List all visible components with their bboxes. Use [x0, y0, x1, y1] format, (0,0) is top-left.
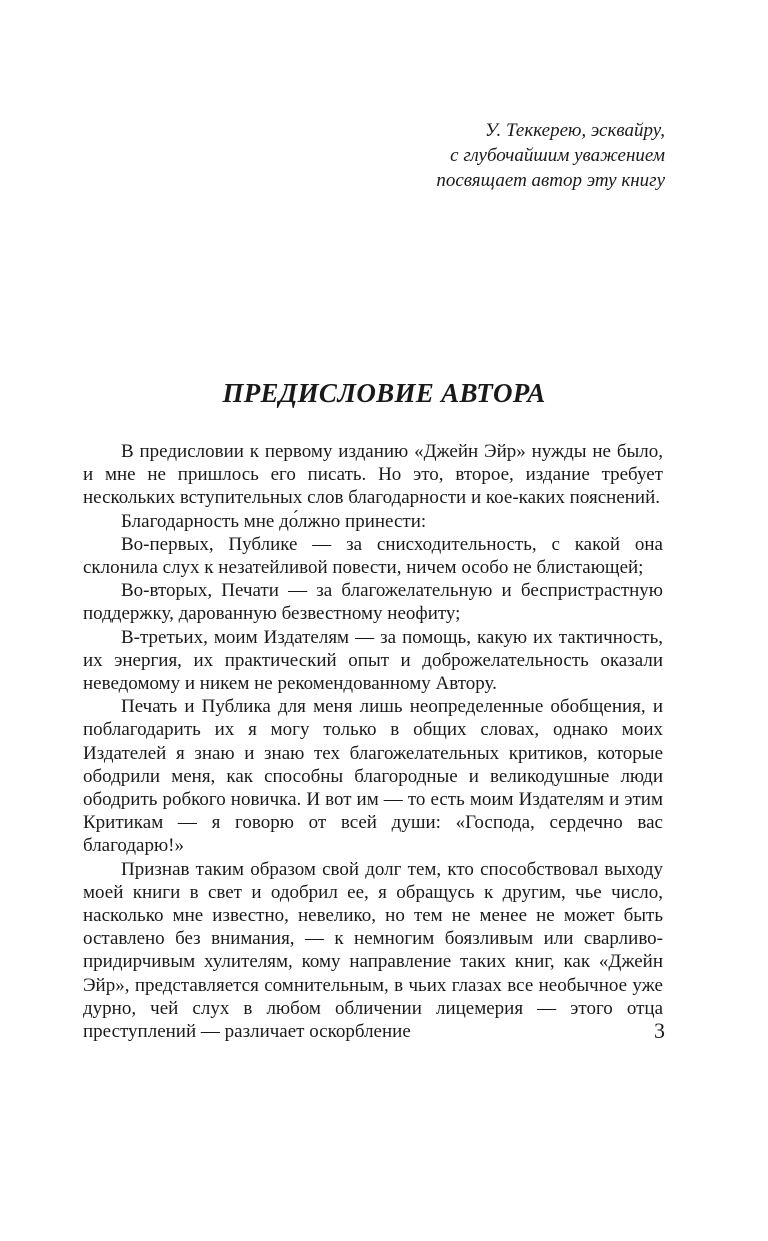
body-text [83, 440, 663, 1043]
dedication-line: У. Теккерею, эсквайру, [484, 120, 665, 141]
dedication-line: с глубочайшим уважением [450, 145, 665, 166]
page-number: 3 [654, 1018, 665, 1043]
paragraph: Признав таким образом свой долг тем, кто способствовал выходу моей книги в свет и одобрил ее, я обращусь к другим, чье число, насколько мне известно, невелико, но тем не менее не может быть оставлено без внимания, — к немногим боязливым или сварливо-придирчивым хулителям, кому направление таких книг, как «Джейн Эйр», представляется сомнительным, в чьих глазах все необычное уже дурно, чей слух в любом обличении лицемерия — этого отца преступлений — различает оскорбление [83, 858, 663, 1043]
paragraph: Во-первых, Публике — за снисходительность, с какой она склонила слух к незатейливой повести, ничем особо не блистающей; [83, 533, 663, 579]
paragraph: В предисловии к первому изданию «Джейн Эйр» нужды не было, и мне не пришлось его писать. Но это, второе, издание требует нескольких вступительных слов благодарности и кое-каких пояснений. [83, 441, 663, 509]
paragraph: Благодарность мне до́лжно принести: [121, 510, 427, 532]
dedication-line: посвящает автор эту книгу [436, 170, 665, 191]
paragraph: Во-вторых, Печати — за благожелательную и беспристрастную поддержку, дарованную безвестному неофиту; [83, 580, 663, 625]
dedication [436, 118, 665, 193]
paragraph: В-третьих, моим Издателям — за помощь, какую их тактичность, их энергия, их практический опыт и доброжелательность оказали неведомому и никем не рекомендованному Автору. [83, 626, 663, 695]
paragraph: Печать и Публика для меня лишь неопределенные обобщения, и поблагодарить их я могу только в общих словах, однако моих Издателей я знаю и знаю тех благожелательных критиков, которые ободрили меня, как способны благородные и великодушные люди ободрить робкого новичка. И вот им — то есть моим Издателям и этим Критикам — я говорю от всей души: «Господа, сердечно вас благодарю!» [83, 696, 663, 857]
chapter-title: ПРЕДИСЛОВИЕ АВТОРА [222, 378, 546, 408]
